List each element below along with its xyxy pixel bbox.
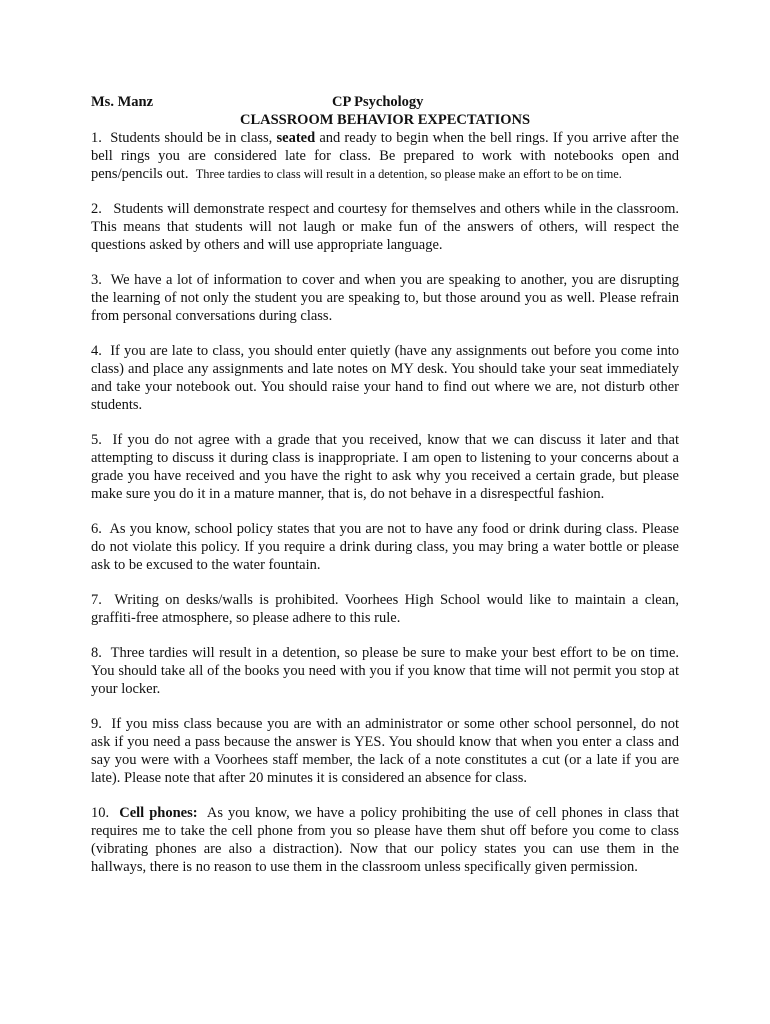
item-text: If you are late to class, you should enter quietly (have any assignments out before you come into class) and place any assignments and late notes on MY desk. You should take your seat immediately and take your notebook out. You should raise your hand to find out where we are, not disturb other students. <box>91 343 679 413</box>
item-text: Students will demonstrate respect and courtesy for themselves and others while in the classroom. This means that students will not laugh or make fun of the answers of others, will respect the questions asked by others and will use appropriate language. <box>91 201 679 253</box>
item-small-note: Three tardies to class will result in a detention, so please make an effort to be on time. <box>195 167 622 181</box>
item-number: 3. <box>91 272 102 288</box>
item-number: 6. <box>91 521 102 537</box>
teacher-name: Ms. Manz <box>91 94 154 110</box>
expectation-8 <box>91 644 679 698</box>
item-number: 7. <box>91 592 102 608</box>
expectation-7 <box>91 591 679 627</box>
expectation-3 <box>91 271 679 325</box>
item-bold-seated: seated <box>276 130 316 146</box>
item-text-post: and ready to begin when the bell rings. If you arrive after the bell rings you are considered late for class. Be prepared to work with notebooks open and pens/pencils out. <box>91 130 679 182</box>
item-number: 2. <box>91 201 102 217</box>
item-text: Writing on desks/walls is prohibited. Voorhees High School would like to maintain a clean, graffiti-free atmosphere, so please adhere to this rule. <box>91 592 679 626</box>
document-page <box>91 93 679 893</box>
item-number: 8. <box>91 645 102 661</box>
expectation-6 <box>91 520 679 574</box>
course-name: CP Psychology <box>332 94 424 110</box>
expectation-9 <box>91 715 679 787</box>
expectation-1 <box>91 129 679 183</box>
item-number: 5. <box>91 432 102 448</box>
item-number: 4. <box>91 343 102 359</box>
item-bold-cell-phones: Cell phones: <box>119 805 198 821</box>
item-number: 9. <box>91 716 102 732</box>
item-text: Three tardies will result in a detention, so please be sure to make your best effort to be on time. You should take all of the books you need with you if you know that time will not permit you stop at your locker. <box>91 645 680 697</box>
expectation-5 <box>91 431 679 503</box>
document-title: CLASSROOM BEHAVIOR EXPECTATIONS <box>239 112 531 128</box>
item-number: 10. <box>91 805 110 821</box>
expectation-4 <box>91 342 679 414</box>
expectation-10 <box>91 804 679 876</box>
header-line <box>91 93 679 111</box>
item-text-pre: Students should be in class, <box>110 130 273 146</box>
item-text: As you know, school policy states that you are not to have any food or drink during class. Please do not violate this policy. If you require a drink during class, you may bring a water bottle or please ask to be excused to the water fountain. <box>91 521 679 573</box>
item-number: 1. <box>91 130 102 146</box>
item-text: If you miss class because you are with an administrator or some other school personnel, do not ask if you need a pass because the answer is YES. You should know that when you enter a class and say you were with a Voorhees staff member, the lack of a note constitutes a cut (or a late if you are late). Please note that after 20 minutes it is considered an absence for class. <box>91 716 679 786</box>
item-text: As you know, we have a policy prohibiting the use of cell phones in class that requires me to take the cell phone from you so please have them shut off before you come to class (vibrating phones are also a distraction). Now that our policy states you can use them in the hallways, there is no reason to use them in the classroom unless specifically given permission. <box>91 805 680 875</box>
item-text: If you do not agree with a grade that you received, know that we can discuss it later and that attempting to discuss it during class is inappropriate. I am open to listening to your concerns about a grade you have received and you have the right to ask why you received a certain grade, but please make sure you do it in a mature manner, that is, do not behave in a disrespectful fashion. <box>91 432 680 502</box>
item-text: We have a lot of information to cover and when you are speaking to another, you are disrupting the learning of not only the student you are speaking to, but those around you as well. Please refrain from personal conversations during class. <box>91 272 679 324</box>
expectation-2 <box>91 200 679 254</box>
